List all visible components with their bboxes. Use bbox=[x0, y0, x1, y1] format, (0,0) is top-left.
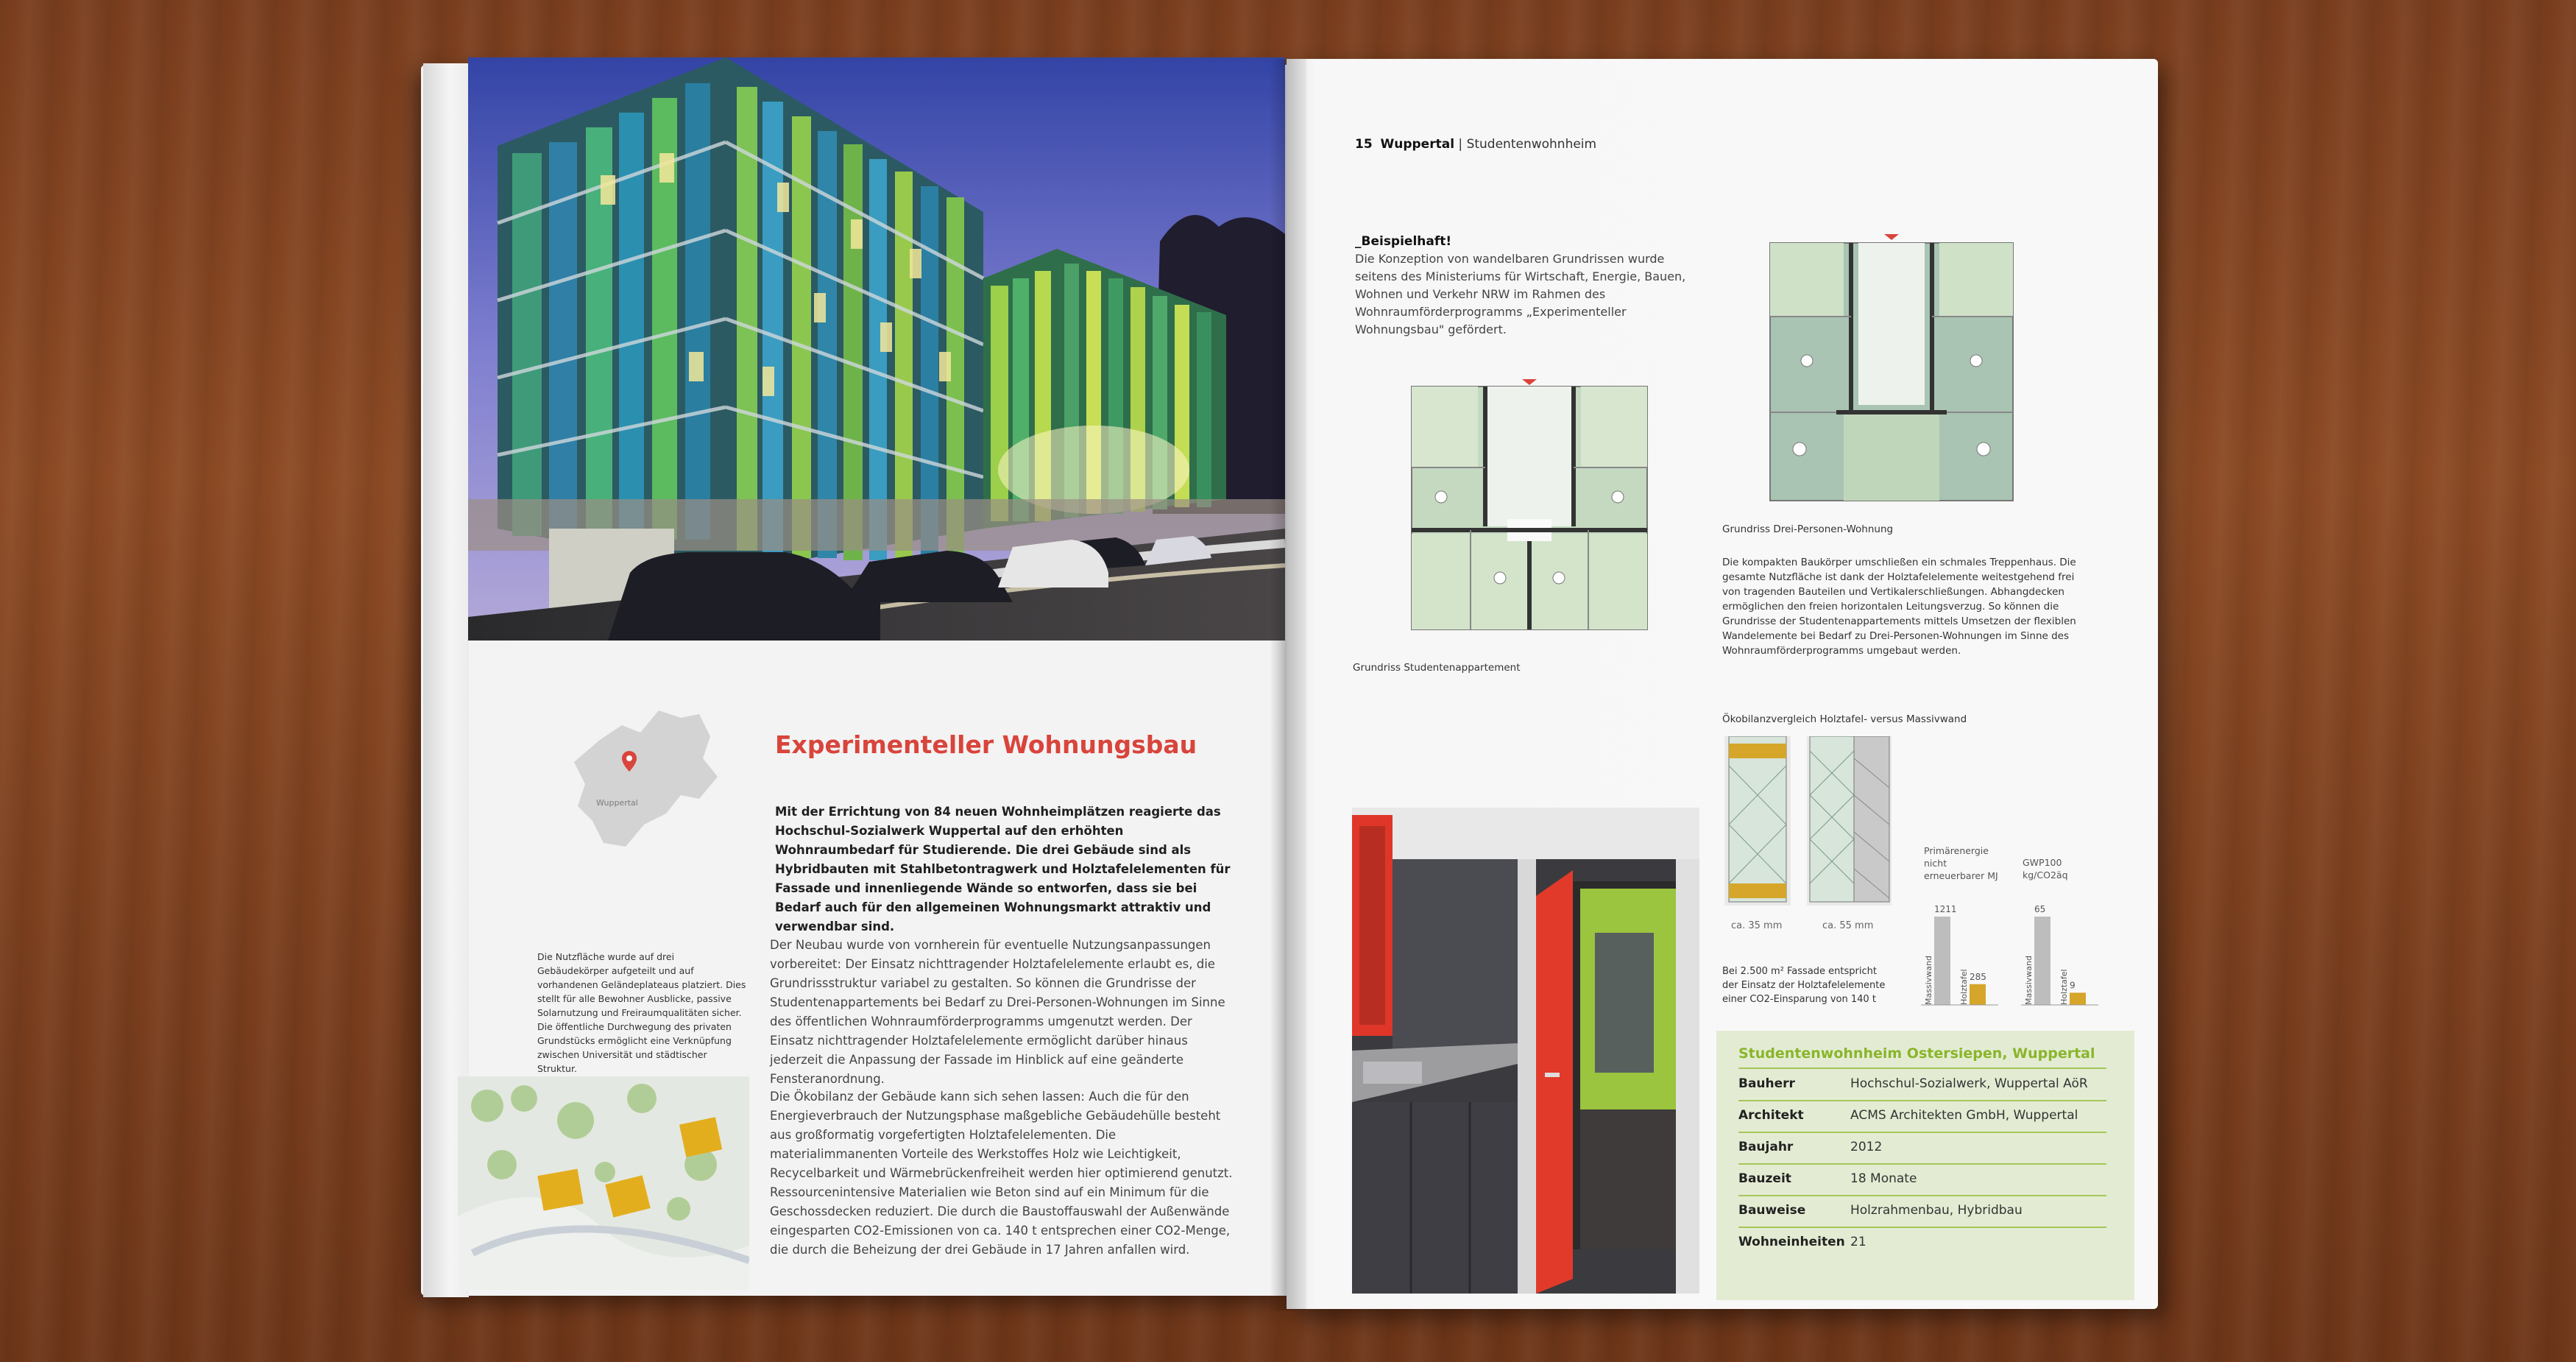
info-row-bauherr bbox=[1738, 1069, 2106, 1101]
eco-note: Bei 2.500 m² Fassade entspricht der Einsatz der Holztafelelemente einer CO2-Einsparung von 140 t bbox=[1722, 966, 1886, 1005]
project-info-box bbox=[1716, 1031, 2134, 1300]
page-title: Experimenteller Wohnungsbau bbox=[775, 730, 1197, 759]
plan2-caption: Grundriss Drei-Personen-Wohnung bbox=[1722, 523, 1894, 535]
info-key: Bauherr bbox=[1738, 1076, 1795, 1091]
info-key: Bauzeit bbox=[1738, 1171, 1791, 1186]
header-city: Wuppertal bbox=[1380, 137, 1455, 152]
chart-category-label: Holztafel bbox=[1959, 969, 1969, 1005]
chart-category-label: Massivwand bbox=[2024, 956, 2034, 1005]
header-section: Studentenwohnheim bbox=[1466, 137, 1597, 152]
floor-plan-studentenappartement bbox=[1397, 372, 1662, 644]
chart-gwp100 bbox=[2014, 883, 2102, 1012]
chart-value-label: 1211 bbox=[1934, 904, 1957, 914]
body-paragraph-2: Die Ökobilanz der Gebäude kann sich sehen lassen: Auch die für den Energieverbrauch der Nutzungsphase maßgebliche Gebäudehülle besteht aus großformatig vorgefertigten Holztafelelementen. Die materialimmanenten Vorteile des Werkstoffes Holz wie Leichtigkeit, Recycelbarkeit und Wärmebrückenfreiheit werden hier optimierend genutzt. Ressourcenintensive Materialien wie Beton sind auf ein Minimum für die Geschossdecken reduziert. Die durch die Baustoffauswahl der Außenwände eingesparten CO2-Emissionen von ca. 140 t entsprechen einer CO2-Menge, die durch die Beheizung der drei Gebäude in 17 Jahren anfallen wird. bbox=[770, 1090, 1233, 1257]
info-row-baujahr bbox=[1738, 1132, 2106, 1165]
body-paragraph-1: Der Neubau wurde von vornherein für eventuelle Nutzungsanpassungen vorbereitet: Der Einsatz nichttragender Holztafelelemente erlaubt es, die Grundrissstruktur variabel zu gestalten. So können die Grundrisse der Studentenappartements bei Bedarf zu Drei-Personen-Wohnungen im Sinne des öffentlichen Wohnraumförderprogramms umgenutzt werden. Der Einsatz nichttragender Holztafelelemente ermöglicht darüber hinaus jederzeit die Anpassung der Fassade im Hinblick auf eine geänderte Fensteranordnung. bbox=[770, 938, 1225, 1086]
info-key: Bauweise bbox=[1738, 1203, 1806, 1218]
info-value: ACMS Architekten GmbH, Wuppertal bbox=[1850, 1108, 2078, 1123]
plan2-text: Die kompakten Baukörper umschließen ein schmales Treppenhaus. Die gesamte Nutzfläche ist dank der Holztafelelemente weitestgehend frei von tragenden Bauteilen und Vertikalerschließungen. Abhangdecken ermöglichen den freien horizontalen Leitungsverzug. So können die Grundrisse der Studentenappartements mittels Umsetzen der flexiblen Wandelemente bei Bedarf zu Drei-Personen-Wohnungen im Sinne des Wohnraumförderprogramms umgebaut werden. bbox=[1722, 557, 2076, 657]
info-value: 2012 bbox=[1850, 1140, 1883, 1154]
nrw-map-icon bbox=[570, 703, 725, 861]
chart1-ylabel: Primärenergie nicht erneuerbarer MJ bbox=[1924, 845, 1998, 881]
example-heading: _Beispielhaft! bbox=[1355, 234, 1452, 249]
page-header: 15 Wuppertal | Studentenwohnheim bbox=[1355, 137, 1597, 152]
example-text: Die Konzeption von wandelbaren Grundrissen wurde seitens des Ministeriums für Wirtschaft, Energie, Bauen, Wohnen und Verkehr NRW im Rahmen des Wohnraumförderprogramms „Experimenteller Wohnungsbau" gefördert. bbox=[1355, 252, 1686, 336]
map-label: Wuppertal bbox=[596, 798, 638, 808]
wall-section-massivwand bbox=[1807, 736, 1892, 906]
book-gutter bbox=[1270, 59, 1306, 1310]
intro-text: Mit der Errichtung von 84 neuen Wohnheimplätzen reagierte das Hochschul-Sozialwerk Wuppertal auf den erhöhten Wohnraumbedarf für Studierende. Die drei Gebäude sind als Hybridbauten mit Stahlbetontragwerk und Holztafelelementen für Fassade und innenliegende Wände so entworfen, dass sie bei Bedarf auch für den allgemeinen Wohnungsmarkt attraktiv und verwendbar sind. bbox=[775, 805, 1231, 934]
chart-bar-holztafel bbox=[1970, 984, 1986, 1005]
info-row-wohneinheiten bbox=[1738, 1227, 2106, 1258]
chart-bar-massivwand bbox=[1934, 917, 1950, 1005]
info-value: 21 bbox=[1850, 1235, 1866, 1249]
info-value: Hochschul-Sozialwerk, Wuppertal AöR bbox=[1850, 1076, 2088, 1091]
chart-primaerenergie bbox=[1914, 883, 2002, 1012]
page-number: 15 bbox=[1355, 137, 1373, 152]
info-value: 18 Monate bbox=[1850, 1171, 1917, 1186]
chart-category-label: Holztafel bbox=[2059, 969, 2069, 1005]
chart-value-label: 285 bbox=[1970, 971, 1986, 982]
buildings-photo bbox=[468, 57, 1285, 641]
info-row-bauzeit bbox=[1738, 1164, 2106, 1196]
info-key: Architekt bbox=[1738, 1108, 1804, 1123]
info-row-bauweise bbox=[1738, 1196, 2106, 1228]
wall1-label: ca. 35 mm bbox=[1731, 920, 1783, 931]
info-key: Wohneinheiten bbox=[1738, 1235, 1845, 1249]
floor-plan-drei-personen bbox=[1748, 228, 2035, 512]
info-key: Baujahr bbox=[1738, 1140, 1794, 1154]
eco-title: Ökobilanzvergleich Holztafel- versus Massivwand bbox=[1722, 713, 1967, 725]
chart-value-label: 9 bbox=[2070, 980, 2076, 991]
wall-section-holztafel bbox=[1724, 736, 1791, 906]
site-caption: Die Nutzfläche wurde auf drei Gebäudekörper aufgeteilt und auf vorhandenen Geländeplateaus platziert. Dies stellt für alle Bewohner Ausblicke, passive Solarnutzung und Freiraumqualitäten sicher. Die öffentliche Durchwegung des privaten Grundstücks ermöglicht eine Verknüpfung zwischen Universität und städtischer Struktur. bbox=[537, 951, 746, 1074]
chart-value-label: 65 bbox=[2034, 904, 2046, 914]
info-value: Holzrahmenbau, Hybridbau bbox=[1850, 1203, 2023, 1218]
chart-bar-massivwand bbox=[2034, 917, 2050, 1005]
chart-bar-holztafel bbox=[2070, 992, 2086, 1005]
site-plan-image bbox=[458, 1076, 749, 1290]
wall2-label: ca. 55 mm bbox=[1822, 920, 1874, 931]
info-row-architekt bbox=[1738, 1101, 2106, 1133]
chart2-ylabel: GWP100 kg/CO2äq bbox=[2023, 857, 2068, 881]
chart-category-label: Massivwand bbox=[1924, 956, 1933, 1005]
kitchen-photo bbox=[1352, 808, 1699, 1294]
info-title: Studentenwohnheim Ostersiepen, Wuppertal bbox=[1738, 1045, 2095, 1062]
plan1-caption: Grundriss Studentenappartement bbox=[1353, 662, 1521, 674]
